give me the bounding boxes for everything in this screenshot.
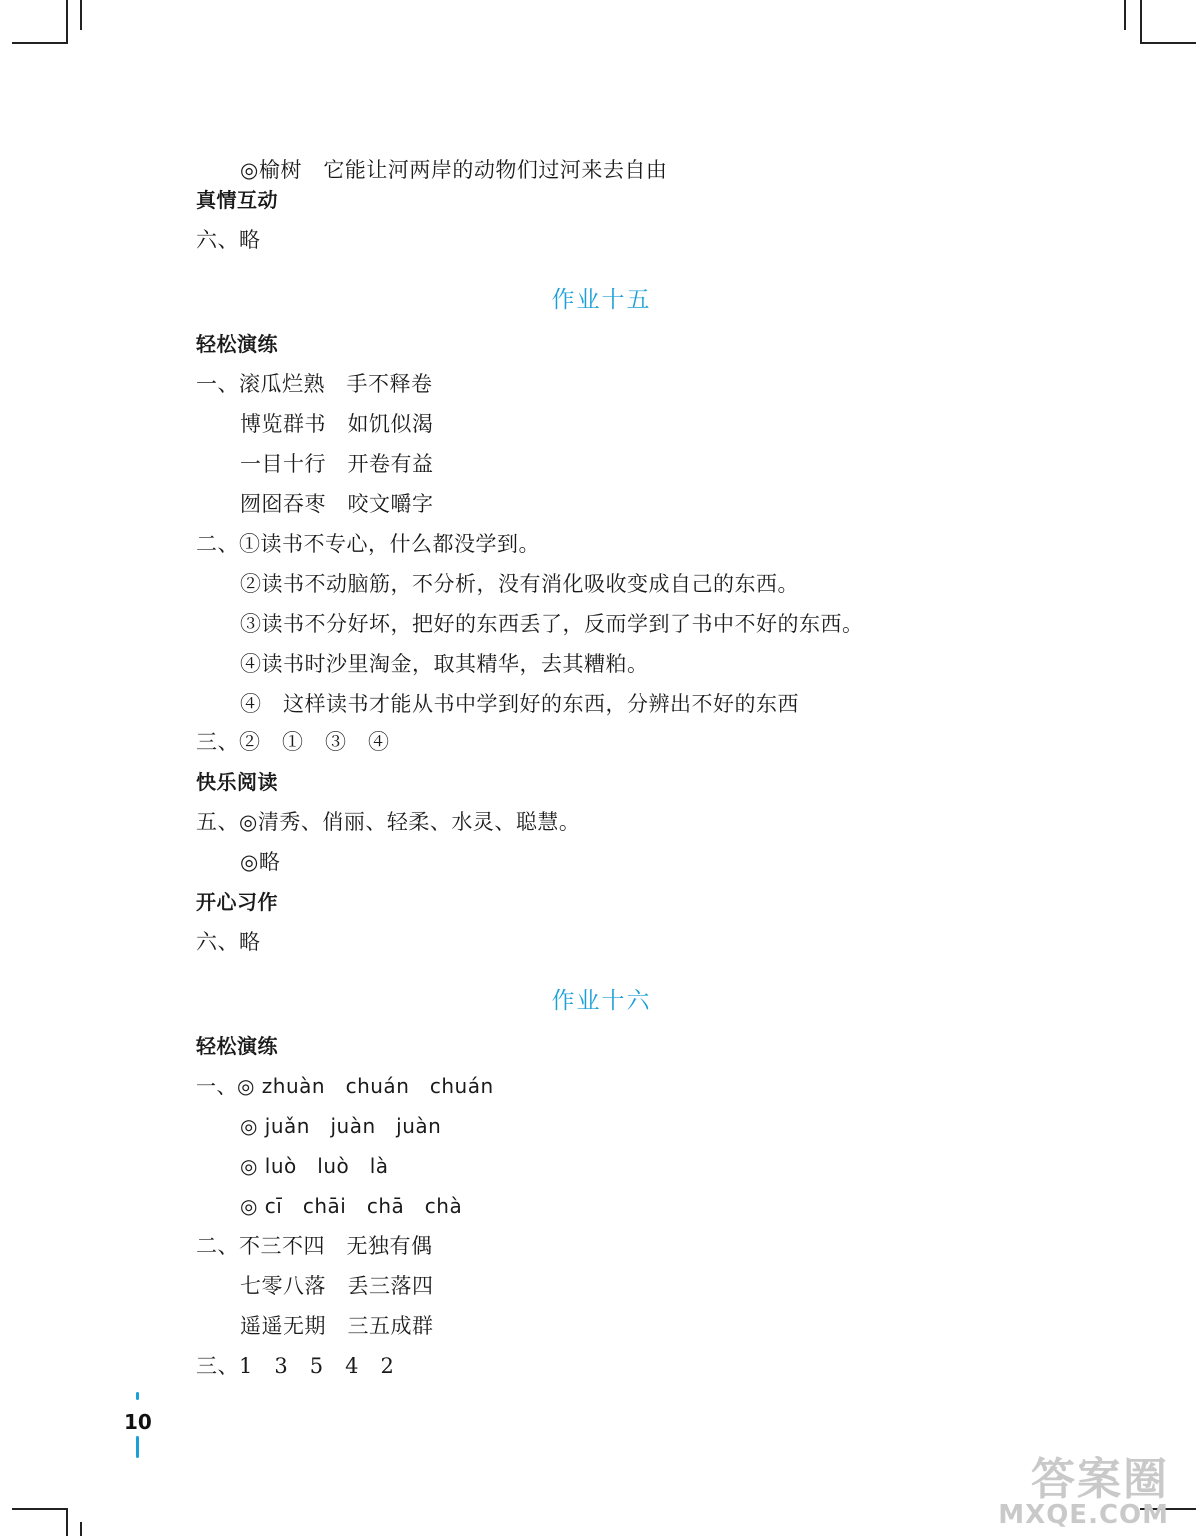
crop-mark-top-right-v2 (1124, 0, 1126, 30)
page-number-bottom-tick (136, 1436, 139, 1458)
page-number-top-tick (136, 1392, 139, 1400)
crop-mark-bottom-left-v1 (66, 1508, 68, 1536)
section-heading: 开心习作 (196, 890, 278, 914)
answer-line: 遥遥无期 三五成群 (240, 1314, 434, 1338)
answer-line: ④ 这样读书才能从书中学到好的东西，分辨出不好的东西 (240, 692, 799, 716)
section-title: 作业十五 (551, 287, 652, 313)
section-title: 作业十六 (551, 988, 652, 1014)
crop-mark-bottom-left-h (12, 1508, 68, 1510)
answer-line: 一目十行 开卷有益 (240, 452, 434, 476)
answer-line: ◎榆树 它能让河两岸的动物们过河来去自由 (240, 158, 668, 182)
crop-mark-top-left-v1 (66, 0, 68, 44)
answer-line: 六、略 (196, 228, 261, 252)
crop-mark-bottom-left-v2 (80, 1522, 82, 1536)
answer-line: 一、◎ zhuàn chuán chuán (196, 1074, 494, 1098)
section-heading: 快乐阅读 (196, 770, 278, 794)
answer-line: 六、略 (196, 930, 261, 954)
crop-mark-top-right-h (1140, 42, 1196, 44)
answer-line: ◎ luò luò là (240, 1154, 389, 1178)
answer-line: 囫囵吞枣 咬文嚼字 (240, 492, 434, 516)
answer-line: 五、◎清秀、俏丽、轻柔、水灵、聪慧。 (196, 810, 581, 834)
crop-mark-top-left-h (12, 42, 68, 44)
answer-line: ◎ juǎn juàn juàn (240, 1114, 442, 1138)
answer-line: ④读书时沙里淘金，取其精华，去其糟粕。 (240, 652, 649, 676)
watermark (998, 1454, 1169, 1530)
answer-line: ②读书不动脑筋，不分析，没有消化吸收变成自己的东西。 (240, 572, 799, 596)
section-heading: 真情互动 (196, 188, 278, 212)
answer-line: ◎ cī chāi chā chà (240, 1194, 463, 1218)
answer-line: 一、滚瓜烂熟 手不释卷 (196, 372, 433, 396)
answer-line: 七零八落 丢三落四 (240, 1274, 434, 1298)
answer-line: ◎略 (240, 850, 281, 874)
answer-line: 博览群书 如饥似渴 (240, 412, 434, 436)
answer-line: ③读书不分好坏，把好的东西丢了，反而学到了书中不好的东西。 (240, 612, 864, 636)
answer-line: 三、1 3 5 4 2 (196, 1354, 395, 1378)
section-heading: 轻松演练 (196, 1034, 278, 1058)
answer-line: 二、①读书不专心，什么都没学到。 (196, 532, 540, 556)
crop-mark-top-right-v1 (1140, 0, 1142, 44)
crop-mark-top-left-v2 (80, 0, 82, 30)
page-number: 10 (124, 1410, 152, 1434)
section-heading: 轻松演练 (196, 332, 278, 356)
answer-line: 二、不三不四 无独有偶 (196, 1234, 433, 1258)
watermark-line2: MXQE.COM (998, 1500, 1169, 1530)
answer-line: 三、② ① ③ ④ (196, 730, 390, 754)
watermark-line1: 答案圈 (1031, 1454, 1169, 1505)
